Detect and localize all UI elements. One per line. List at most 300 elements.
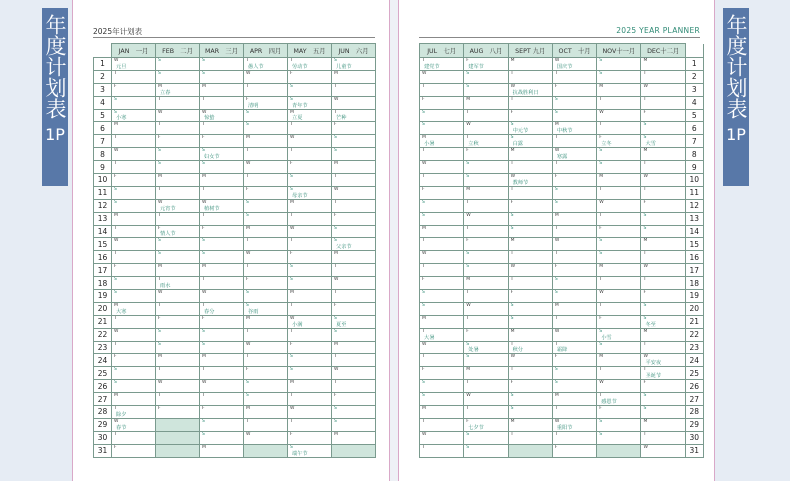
day-cell[interactable] [420, 341, 464, 354]
day-cell[interactable] [112, 109, 156, 122]
day-cell[interactable] [332, 212, 376, 225]
day-cell[interactable] [641, 109, 685, 122]
day-cell[interactable] [200, 161, 244, 174]
day-cell[interactable] [641, 315, 685, 328]
day-cell[interactable] [641, 58, 685, 71]
day-cell[interactable] [464, 186, 508, 199]
day-cell[interactable] [641, 199, 685, 212]
day-cell[interactable] [464, 122, 508, 135]
day-cell[interactable] [244, 431, 288, 444]
day-cell[interactable] [288, 135, 332, 148]
day-cell[interactable] [508, 431, 552, 444]
day-cell[interactable] [112, 302, 156, 315]
day-cell[interactable] [156, 96, 200, 109]
day-cell[interactable] [332, 380, 376, 393]
day-cell[interactable] [508, 341, 552, 354]
day-cell[interactable] [200, 58, 244, 71]
day-cell[interactable] [200, 122, 244, 135]
day-cell[interactable] [508, 212, 552, 225]
day-cell[interactable] [200, 341, 244, 354]
day-cell[interactable] [464, 264, 508, 277]
day-cell[interactable] [288, 354, 332, 367]
day-cell[interactable] [420, 212, 464, 225]
day-cell[interactable] [552, 96, 596, 109]
day-cell[interactable] [641, 290, 685, 303]
day-cell[interactable] [200, 354, 244, 367]
day-cell[interactable] [200, 186, 244, 199]
day-cell[interactable] [332, 199, 376, 212]
day-cell[interactable] [552, 186, 596, 199]
day-cell[interactable] [200, 174, 244, 187]
day-cell[interactable] [641, 186, 685, 199]
day-cell[interactable] [112, 444, 156, 457]
day-cell[interactable] [508, 367, 552, 380]
day-cell[interactable] [508, 58, 552, 71]
day-cell[interactable] [156, 122, 200, 135]
day-cell[interactable] [420, 122, 464, 135]
day-cell[interactable] [508, 109, 552, 122]
day-cell[interactable] [508, 122, 552, 135]
day-cell[interactable] [156, 225, 200, 238]
day-cell[interactable] [552, 328, 596, 341]
day-cell[interactable] [200, 238, 244, 251]
day-cell[interactable] [641, 122, 685, 135]
day-cell[interactable] [552, 302, 596, 315]
day-cell[interactable] [244, 148, 288, 161]
day-cell[interactable] [641, 161, 685, 174]
day-cell[interactable] [464, 418, 508, 431]
day-cell[interactable] [244, 122, 288, 135]
day-cell[interactable] [288, 148, 332, 161]
day-cell[interactable] [641, 328, 685, 341]
day-cell[interactable] [112, 341, 156, 354]
day-cell[interactable] [508, 290, 552, 303]
day-cell[interactable] [464, 380, 508, 393]
day-cell[interactable] [597, 199, 641, 212]
day-cell[interactable] [288, 212, 332, 225]
day-cell[interactable] [641, 367, 685, 380]
day-cell[interactable] [244, 290, 288, 303]
day-cell[interactable] [288, 186, 332, 199]
day-cell[interactable] [288, 238, 332, 251]
day-cell[interactable] [464, 135, 508, 148]
day-cell[interactable] [464, 302, 508, 315]
day-cell[interactable] [641, 264, 685, 277]
day-cell[interactable] [112, 328, 156, 341]
day-cell[interactable] [244, 135, 288, 148]
day-cell[interactable] [420, 393, 464, 406]
day-cell[interactable] [112, 135, 156, 148]
day-cell[interactable] [464, 212, 508, 225]
day-cell[interactable] [332, 83, 376, 96]
day-cell[interactable] [156, 277, 200, 290]
day-cell[interactable] [552, 277, 596, 290]
day-cell[interactable] [597, 290, 641, 303]
day-cell[interactable] [156, 135, 200, 148]
day-cell[interactable] [464, 277, 508, 290]
day-cell[interactable] [244, 328, 288, 341]
day-cell[interactable] [200, 135, 244, 148]
day-cell[interactable] [641, 380, 685, 393]
day-cell[interactable] [112, 58, 156, 71]
day-cell[interactable] [288, 393, 332, 406]
day-cell[interactable] [420, 58, 464, 71]
day-cell[interactable] [112, 406, 156, 419]
day-cell[interactable] [508, 264, 552, 277]
day-cell[interactable] [200, 418, 244, 431]
day-cell[interactable] [288, 251, 332, 264]
day-cell[interactable] [288, 290, 332, 303]
day-cell[interactable] [641, 238, 685, 251]
day-cell[interactable] [641, 96, 685, 109]
day-cell[interactable] [464, 148, 508, 161]
day-cell[interactable] [464, 238, 508, 251]
day-cell[interactable] [156, 264, 200, 277]
day-cell[interactable] [597, 354, 641, 367]
day-cell[interactable] [552, 70, 596, 83]
day-cell[interactable] [552, 380, 596, 393]
day-cell[interactable] [200, 406, 244, 419]
day-cell[interactable] [200, 96, 244, 109]
day-cell[interactable] [508, 238, 552, 251]
day-cell[interactable] [597, 380, 641, 393]
day-cell[interactable] [156, 315, 200, 328]
day-cell[interactable] [200, 302, 244, 315]
day-cell[interactable] [288, 328, 332, 341]
day-cell[interactable] [597, 341, 641, 354]
day-cell[interactable] [464, 341, 508, 354]
day-cell[interactable] [200, 225, 244, 238]
day-cell[interactable] [508, 328, 552, 341]
day-cell[interactable] [641, 212, 685, 225]
day-cell[interactable] [552, 418, 596, 431]
day-cell[interactable] [288, 109, 332, 122]
day-cell[interactable] [332, 122, 376, 135]
day-cell[interactable] [156, 148, 200, 161]
day-cell[interactable] [112, 380, 156, 393]
day-cell[interactable] [464, 161, 508, 174]
day-cell[interactable] [200, 444, 244, 457]
day-cell[interactable] [112, 418, 156, 431]
day-cell[interactable] [288, 431, 332, 444]
day-cell[interactable] [552, 135, 596, 148]
day-cell[interactable] [641, 135, 685, 148]
day-cell[interactable] [288, 161, 332, 174]
day-cell[interactable] [597, 302, 641, 315]
day-cell[interactable] [464, 225, 508, 238]
day-cell[interactable] [244, 96, 288, 109]
day-cell[interactable] [597, 328, 641, 341]
day-cell[interactable] [332, 277, 376, 290]
day-cell[interactable] [420, 225, 464, 238]
day-cell[interactable] [597, 225, 641, 238]
day-cell[interactable] [156, 238, 200, 251]
day-cell[interactable] [200, 264, 244, 277]
day-cell[interactable] [112, 161, 156, 174]
day-cell[interactable] [156, 174, 200, 187]
day-cell[interactable] [288, 444, 332, 457]
day-cell[interactable] [641, 225, 685, 238]
day-cell[interactable] [552, 341, 596, 354]
day-cell[interactable] [200, 109, 244, 122]
day-cell[interactable] [112, 251, 156, 264]
day-cell[interactable] [156, 341, 200, 354]
day-cell[interactable] [552, 212, 596, 225]
day-cell[interactable] [420, 418, 464, 431]
day-cell[interactable] [641, 148, 685, 161]
day-cell[interactable] [552, 290, 596, 303]
day-cell[interactable] [597, 418, 641, 431]
day-cell[interactable] [200, 277, 244, 290]
day-cell[interactable] [464, 315, 508, 328]
day-cell[interactable] [112, 277, 156, 290]
day-cell[interactable] [156, 186, 200, 199]
day-cell[interactable] [508, 225, 552, 238]
day-cell[interactable] [200, 70, 244, 83]
day-cell[interactable] [156, 70, 200, 83]
day-cell[interactable] [244, 418, 288, 431]
day-cell[interactable] [332, 135, 376, 148]
day-cell[interactable] [112, 212, 156, 225]
day-cell[interactable] [200, 367, 244, 380]
day-cell[interactable] [156, 302, 200, 315]
day-cell[interactable] [288, 302, 332, 315]
day-cell[interactable] [332, 186, 376, 199]
day-cell[interactable] [288, 380, 332, 393]
day-cell[interactable] [244, 315, 288, 328]
day-cell[interactable] [112, 96, 156, 109]
day-cell[interactable] [200, 393, 244, 406]
day-cell[interactable] [641, 431, 685, 444]
day-cell[interactable] [332, 406, 376, 419]
day-cell[interactable] [597, 161, 641, 174]
day-cell[interactable] [641, 418, 685, 431]
day-cell[interactable] [112, 122, 156, 135]
day-cell[interactable] [552, 251, 596, 264]
day-cell[interactable] [464, 290, 508, 303]
day-cell[interactable] [597, 251, 641, 264]
day-cell[interactable] [244, 367, 288, 380]
day-cell[interactable] [244, 174, 288, 187]
day-cell[interactable] [112, 354, 156, 367]
day-cell[interactable] [464, 96, 508, 109]
day-cell[interactable] [332, 174, 376, 187]
day-cell[interactable] [288, 341, 332, 354]
day-cell[interactable] [200, 199, 244, 212]
day-cell[interactable] [552, 393, 596, 406]
day-cell[interactable] [420, 367, 464, 380]
day-cell[interactable] [420, 135, 464, 148]
day-cell[interactable] [420, 431, 464, 444]
day-cell[interactable] [597, 406, 641, 419]
day-cell[interactable] [288, 367, 332, 380]
day-cell[interactable] [641, 341, 685, 354]
day-cell[interactable] [156, 83, 200, 96]
day-cell[interactable] [552, 264, 596, 277]
day-cell[interactable] [597, 277, 641, 290]
day-cell[interactable] [597, 58, 641, 71]
day-cell[interactable] [552, 238, 596, 251]
day-cell[interactable] [508, 251, 552, 264]
day-cell[interactable] [112, 367, 156, 380]
day-cell[interactable] [156, 354, 200, 367]
day-cell[interactable] [552, 444, 596, 457]
day-cell[interactable] [597, 83, 641, 96]
day-cell[interactable] [508, 393, 552, 406]
day-cell[interactable] [332, 58, 376, 71]
day-cell[interactable] [597, 109, 641, 122]
day-cell[interactable] [464, 70, 508, 83]
day-cell[interactable] [597, 264, 641, 277]
day-cell[interactable] [332, 328, 376, 341]
day-cell[interactable] [420, 186, 464, 199]
day-cell[interactable] [332, 367, 376, 380]
day-cell[interactable] [332, 161, 376, 174]
day-cell[interactable] [508, 135, 552, 148]
day-cell[interactable] [508, 418, 552, 431]
day-cell[interactable] [244, 199, 288, 212]
day-cell[interactable] [288, 96, 332, 109]
day-cell[interactable] [597, 96, 641, 109]
day-cell[interactable] [420, 264, 464, 277]
day-cell[interactable] [508, 96, 552, 109]
day-cell[interactable] [200, 251, 244, 264]
day-cell[interactable] [641, 174, 685, 187]
day-cell[interactable] [641, 302, 685, 315]
day-cell[interactable] [244, 302, 288, 315]
day-cell[interactable] [112, 238, 156, 251]
day-cell[interactable] [244, 186, 288, 199]
day-cell[interactable] [332, 109, 376, 122]
day-cell[interactable] [288, 58, 332, 71]
day-cell[interactable] [244, 225, 288, 238]
day-cell[interactable] [288, 225, 332, 238]
day-cell[interactable] [244, 161, 288, 174]
day-cell[interactable] [641, 83, 685, 96]
day-cell[interactable] [508, 380, 552, 393]
day-cell[interactable] [420, 238, 464, 251]
day-cell[interactable] [552, 58, 596, 71]
day-cell[interactable] [552, 174, 596, 187]
day-cell[interactable] [420, 83, 464, 96]
day-cell[interactable] [420, 380, 464, 393]
day-cell[interactable] [332, 264, 376, 277]
day-cell[interactable] [244, 58, 288, 71]
day-cell[interactable] [288, 70, 332, 83]
day-cell[interactable] [552, 109, 596, 122]
day-cell[interactable] [464, 109, 508, 122]
day-cell[interactable] [244, 83, 288, 96]
day-cell[interactable] [420, 161, 464, 174]
day-cell[interactable] [332, 290, 376, 303]
day-cell[interactable] [156, 161, 200, 174]
day-cell[interactable] [244, 380, 288, 393]
day-cell[interactable] [597, 431, 641, 444]
day-cell[interactable] [244, 251, 288, 264]
day-cell[interactable] [332, 96, 376, 109]
day-cell[interactable] [464, 406, 508, 419]
day-cell[interactable] [332, 354, 376, 367]
day-cell[interactable] [288, 122, 332, 135]
day-cell[interactable] [508, 406, 552, 419]
day-cell[interactable] [464, 83, 508, 96]
day-cell[interactable] [200, 328, 244, 341]
day-cell[interactable] [508, 302, 552, 315]
day-cell[interactable] [156, 290, 200, 303]
day-cell[interactable] [288, 83, 332, 96]
day-cell[interactable] [244, 109, 288, 122]
day-cell[interactable] [552, 122, 596, 135]
day-cell[interactable] [464, 354, 508, 367]
day-cell[interactable] [244, 70, 288, 83]
day-cell[interactable] [332, 393, 376, 406]
day-cell[interactable] [420, 109, 464, 122]
day-cell[interactable] [552, 406, 596, 419]
day-cell[interactable] [288, 264, 332, 277]
day-cell[interactable] [200, 290, 244, 303]
day-cell[interactable] [244, 238, 288, 251]
day-cell[interactable] [597, 70, 641, 83]
day-cell[interactable] [420, 277, 464, 290]
day-cell[interactable] [464, 367, 508, 380]
day-cell[interactable] [156, 367, 200, 380]
day-cell[interactable] [244, 264, 288, 277]
day-cell[interactable] [200, 315, 244, 328]
day-cell[interactable] [508, 277, 552, 290]
day-cell[interactable] [200, 212, 244, 225]
day-cell[interactable] [420, 70, 464, 83]
day-cell[interactable] [156, 212, 200, 225]
day-cell[interactable] [288, 277, 332, 290]
day-cell[interactable] [332, 431, 376, 444]
day-cell[interactable] [156, 380, 200, 393]
day-cell[interactable] [597, 393, 641, 406]
day-cell[interactable] [420, 354, 464, 367]
day-cell[interactable] [597, 315, 641, 328]
day-cell[interactable] [552, 354, 596, 367]
day-cell[interactable] [244, 277, 288, 290]
day-cell[interactable] [552, 367, 596, 380]
day-cell[interactable] [112, 431, 156, 444]
day-cell[interactable] [112, 174, 156, 187]
day-cell[interactable] [244, 341, 288, 354]
day-cell[interactable] [156, 251, 200, 264]
day-cell[interactable] [552, 225, 596, 238]
day-cell[interactable] [156, 393, 200, 406]
day-cell[interactable] [641, 406, 685, 419]
day-cell[interactable] [420, 290, 464, 303]
day-cell[interactable] [244, 354, 288, 367]
day-cell[interactable] [112, 199, 156, 212]
day-cell[interactable] [641, 277, 685, 290]
day-cell[interactable] [508, 315, 552, 328]
day-cell[interactable] [464, 174, 508, 187]
day-cell[interactable] [641, 393, 685, 406]
day-cell[interactable] [288, 174, 332, 187]
day-cell[interactable] [332, 148, 376, 161]
day-cell[interactable] [200, 148, 244, 161]
day-cell[interactable] [508, 161, 552, 174]
day-cell[interactable] [332, 225, 376, 238]
day-cell[interactable] [420, 174, 464, 187]
day-cell[interactable] [112, 393, 156, 406]
day-cell[interactable] [464, 199, 508, 212]
day-cell[interactable] [464, 251, 508, 264]
day-cell[interactable] [597, 122, 641, 135]
day-cell[interactable] [597, 238, 641, 251]
day-cell[interactable] [464, 58, 508, 71]
day-cell[interactable] [156, 58, 200, 71]
